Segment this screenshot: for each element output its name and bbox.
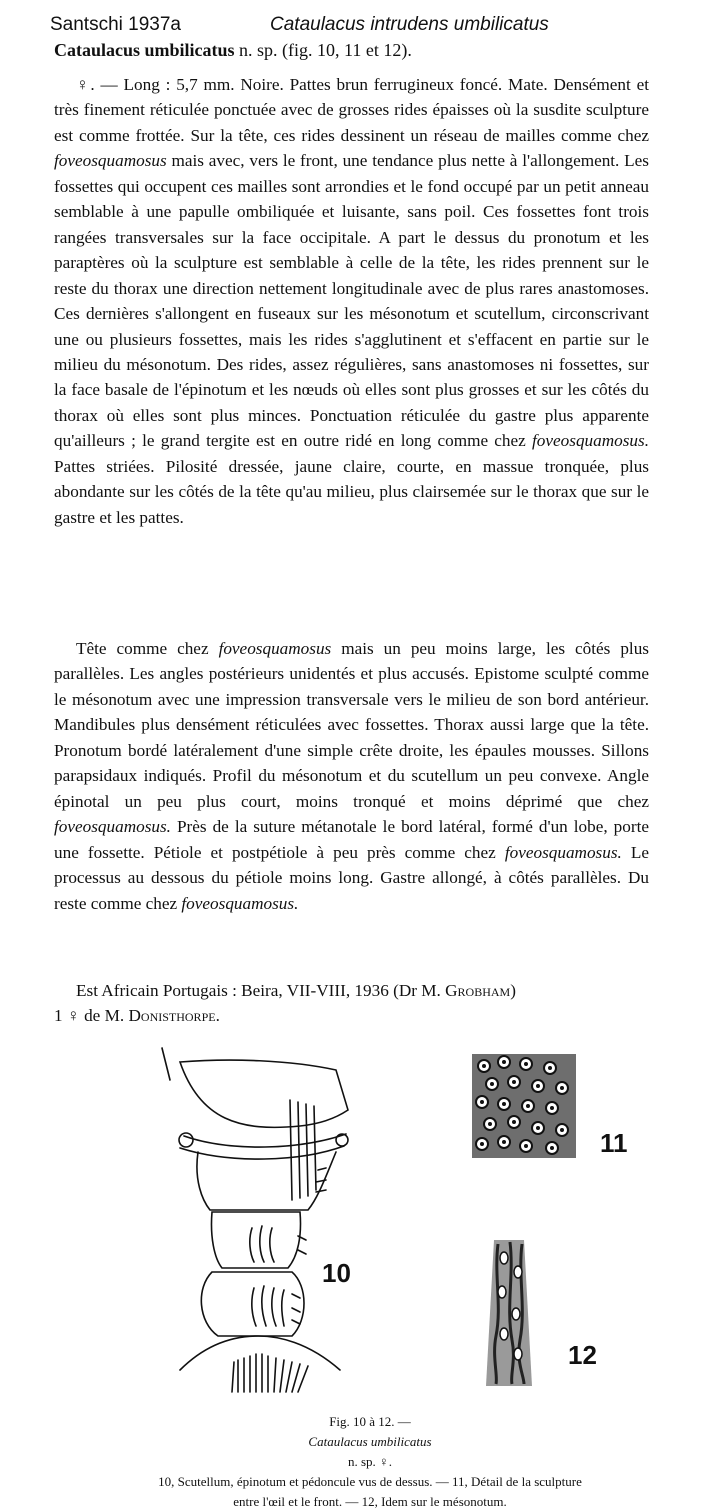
metanotal-band (180, 1134, 346, 1159)
text-run: Tête comme chez (76, 639, 219, 658)
text-run: . (215, 1006, 220, 1026)
text-run: Fig. 10 à 12. — (329, 1414, 411, 1429)
caption-line-2: 10, Scutellum, épinotum et pédoncule vus de dessus. — 11, Détail de la sculpture (158, 1474, 582, 1489)
header-author-year: Santschi 1937a (50, 14, 181, 35)
text-run: Près de la suture métanotale le bord latéral, formé d'un lobe, porte une fossette. Pétiole et postpétiole à peu près comme chez (54, 817, 649, 862)
paragraph-description-female (54, 72, 649, 530)
species-title (54, 38, 649, 63)
text-run: n. sp. ♀. (347, 1454, 393, 1469)
gaster-outline (180, 1336, 340, 1370)
text-run: Pattes striées. Pilosité dressée, jaune claire, courte, en massue tronquée, plus abondante sur les côtés de la tête qu'au milieu, plus clairsemée sur le thorax que sur le gastre et les pattes. (54, 456, 649, 527)
text-run: mais un peu moins large, les côtés plus parallèles. Les angles postérieurs unidentés et plus accusés. Epistome sculpté comme le mésonotum avec une impression transversale vers le milieu de son bord antérieur. Mandibules plus densément réticulées avec fossettes. Thorax aussi large que la tête. Pronotum bordé latéralement d'une simple crête droite, les épaules mousses. Sillons parapsidaux indiqués. Profil du mésonotum et du scutellum un peu convexe. Angle épinotal un peu plus court, moins tronqué et moins déprimé que chez (54, 639, 649, 811)
species-title-rest: n. sp. (fig. 10, 11 et 12). (234, 40, 412, 60)
petiole-outline (211, 1212, 300, 1268)
text-run: ♀. — Long : 5,7 mm. Noire. Pattes brun ferrugineux foncé. Mate. Densément et très finement réticulée ponctuée avec de grosses rides épaisses où la susdite sculpture est comme frottée. Sur la tête, ces rides dessinent un réseau de mailles comme chez (54, 75, 649, 145)
header-taxon: Cataulacus intrudens umbilicatus (270, 14, 549, 35)
italic-taxon: foveosquamosus. (54, 817, 171, 837)
paragraph-head-thorax (54, 636, 649, 916)
species-name: Cataulacus umbilicatus (54, 40, 235, 60)
italic-taxon: foveosquamosus. (504, 842, 622, 862)
italic-taxon: Cataulacus umbilicatus (308, 1434, 432, 1449)
text-run: Est Africain Portugais : Beira, VII-VIII, 1936 (Dr M. (76, 981, 446, 1000)
figure-12-label: 12 (568, 1340, 597, 1370)
text-run: ) (510, 981, 516, 1000)
text-run: 1 ♀ de M. (54, 1006, 129, 1026)
collector-name: Grobham (445, 981, 511, 1000)
specimen-line (54, 1003, 649, 1028)
paragraph-locality (54, 978, 649, 1029)
scutellum-outline (180, 1060, 348, 1127)
donor-name: Donisthorpe (128, 1006, 216, 1026)
italic-taxon: foveosquamosus. (532, 431, 649, 451)
running-header (50, 14, 690, 40)
text-run: mais avec, vers le front, une tendance plus nette à l'allongement. Les fossettes qui occupent ces mailles sont arrondies et le fond occupé par un petit anneau semblable à une papulle ombiliquée et luisante, sans poil. Ces fossettes font trois rangées transversales sur la face occipitale. A part le dessus du pronotum et les paraptères où la sculpture est semblable à celle de la tête, les rides prennent sur le reste du thorax une direction nettement longitudinale avec de plus rares anastomoses. Ces dernières s'allongent en fuseaux sur les mésonotum et scutellum, circonscrivant une ou plusieurs fossettes, mais les rides s'agglutinent et s'effacent en partie sur le milieu du mésonotum. Des rides, assez régulières, sans anastomoses ni fossettes, sur la face basale de l'épinotum et les nœuds où elles sont plus grosses et sur les côtés du thorax où elles sont plus minces. Ponctuation réticulée du gastre plus apparente qu'ailleurs ; le grand tergite est en outre ridé en long comme chez (54, 151, 649, 451)
postpetiole-outline (201, 1272, 304, 1336)
figure-caption (90, 1412, 650, 1512)
italic-taxon: foveosquamosus. (181, 893, 299, 913)
italic-taxon: foveosquamosus (218, 639, 332, 658)
figure-12-drawing (480, 1236, 540, 1392)
caption-line-3: entre l'œil et le front. — 12, Idem sur le mésonotum. (233, 1494, 507, 1509)
italic-taxon: foveosquamosus (54, 151, 167, 171)
figure-11-label: 11 (600, 1128, 628, 1158)
caption-line-1 (90, 1412, 650, 1472)
figure-11-drawing (470, 1050, 580, 1162)
figure-10-label: 10 (322, 1258, 351, 1288)
figure-10-drawing (140, 1040, 370, 1400)
text-run: Le processus au dessous du pétiole moins long. Gastre allongé, à côtés parallèles. Du reste comme chez (54, 842, 649, 913)
locality-line (54, 978, 649, 1003)
